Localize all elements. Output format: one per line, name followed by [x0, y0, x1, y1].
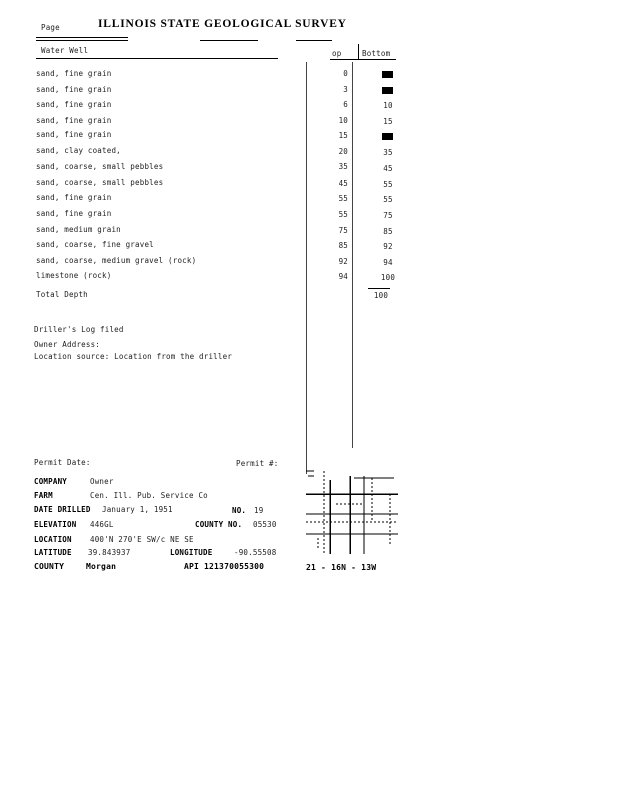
layer-bottom: 35 [383, 148, 393, 157]
header-rule [36, 40, 128, 41]
layer-bottom: 55 [383, 195, 393, 204]
layer-bottom: 45 [383, 164, 393, 173]
layer-bottom: 75 [383, 211, 393, 220]
owner-address: Owner Address: [34, 340, 101, 349]
layer-description: sand, fine grain [36, 193, 112, 202]
farm-label: FARM [34, 491, 53, 500]
date-drilled-label: DATE DRILLED [34, 505, 91, 514]
location-source: Location source: Location from the driller [34, 352, 233, 361]
company-label: COMPANY [34, 477, 68, 486]
layer-description: sand, fine grain [36, 69, 112, 78]
layer-bottom: 85 [383, 227, 393, 236]
county-number-value: 05530 [253, 520, 277, 529]
header-rule [296, 40, 332, 41]
layer-description: sand, fine grain [36, 130, 112, 139]
header-rule [200, 40, 258, 41]
layer-description: sand, coarse, fine gravel [36, 240, 154, 249]
layer-top: 85 [338, 241, 348, 250]
date-drilled-value: January 1, 1951 [102, 505, 173, 514]
well-number-label: NO. [232, 506, 247, 515]
well-type: Water Well [41, 46, 89, 55]
elevation-value: 446GL [90, 520, 114, 529]
longitude-label: LONGITUDE [170, 548, 213, 557]
api-label: API [184, 562, 200, 571]
column-divider [358, 44, 359, 60]
location-label: LOCATION [34, 535, 72, 544]
latitude-label: LATITUDE [34, 548, 72, 557]
api-value: 121370055300 [204, 562, 265, 571]
county-number-label: COUNTY NO. [195, 520, 243, 529]
layer-top: 6 [343, 100, 348, 109]
layer-description: sand, coarse, small pebbles [36, 178, 164, 187]
redaction-mark [382, 87, 393, 94]
location-value: 400'N 270'E SW/c NE SE [90, 535, 194, 544]
redaction-mark [382, 71, 393, 78]
layer-top: 92 [338, 257, 348, 266]
layer-top: 20 [338, 147, 348, 156]
permit-date-label: Permit Date: [34, 458, 91, 467]
layer-description: sand, coarse, medium gravel (rock) [36, 256, 197, 265]
layer-top: 3 [343, 85, 348, 94]
layer-bottom: 10 [383, 101, 393, 110]
document-title: ILLINOIS STATE GEOLOGICAL SURVEY [98, 18, 347, 30]
layer-bottom: 94 [383, 258, 393, 267]
latitude-value: 39.843937 [88, 548, 131, 557]
layer-description: sand, fine grain [36, 100, 112, 109]
layer-description: sand, coarse, small pebbles [36, 162, 164, 171]
longitude-value: -90.55508 [234, 548, 277, 557]
layer-description: sand, fine grain [36, 209, 112, 218]
column-bottom-header: Bottom [362, 49, 391, 58]
column-top-header: op [332, 49, 342, 58]
redaction-mark [382, 133, 393, 140]
total-depth-value: 100 [373, 291, 389, 300]
layer-bottom: 15 [383, 117, 393, 126]
header-underline [36, 58, 278, 59]
layer-top: 45 [338, 179, 348, 188]
section-plat-map [306, 470, 398, 554]
layer-description: sand, medium grain [36, 225, 121, 234]
permit-number-label: Permit #: [236, 459, 279, 468]
page-label: Page [41, 23, 60, 32]
farm-value: Cen. Ill. Pub. Service Co [90, 491, 208, 500]
layer-top: 94 [338, 272, 348, 281]
header-underline [330, 59, 396, 60]
layer-description: sand, fine grain [36, 116, 112, 125]
layer-top: 75 [338, 226, 348, 235]
layer-top: 55 [338, 194, 348, 203]
layer-bottom: 100 [380, 273, 396, 282]
layer-top: 55 [338, 210, 348, 219]
vertical-rule [306, 62, 307, 474]
layer-bottom: 92 [383, 242, 393, 251]
total-rule [368, 288, 390, 289]
vertical-rule [352, 62, 353, 448]
county-value: Morgan [86, 562, 117, 571]
layer-top: 10 [338, 116, 348, 125]
layer-top: 35 [338, 162, 348, 171]
well-number-value: 19 [254, 506, 264, 515]
layer-description: sand, clay coated, [36, 146, 121, 155]
county-label: COUNTY [34, 562, 65, 571]
total-depth-label: Total Depth [36, 290, 88, 299]
layer-description: limestone (rock) [36, 271, 112, 280]
layer-top: 0 [343, 69, 348, 78]
driller-log-note: Driller's Log filed [34, 325, 124, 334]
layer-top: 15 [338, 131, 348, 140]
header-rule [36, 37, 128, 38]
layer-description: sand, fine grain [36, 85, 112, 94]
elevation-label: ELEVATION [34, 520, 77, 529]
section-township-range: 21 - 16N - 13W [306, 563, 377, 572]
layer-bottom: 55 [383, 180, 393, 189]
company-value: Owner [90, 477, 114, 486]
